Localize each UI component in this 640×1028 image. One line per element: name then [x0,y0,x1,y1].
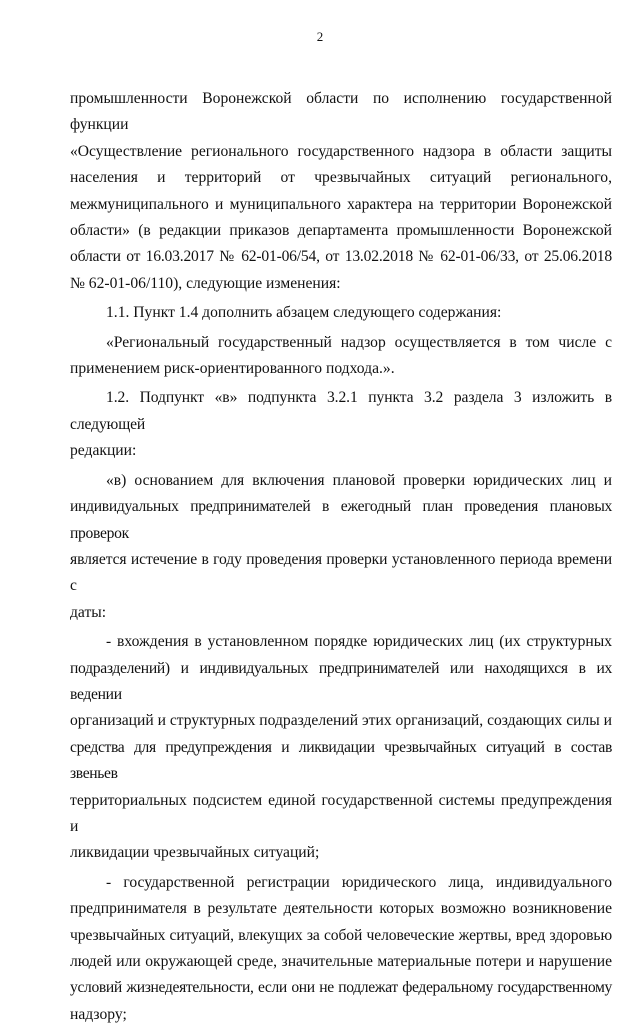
paragraph-quote [70,330,612,383]
text-line: средства для предупреждения и ликвидации чрезвычайных ситуаций в состав звеньев [70,738,612,783]
text-line: 1.2. Подпункт «в» подпункта 3.2.1 пункта 3.2 раздела 3 изложить в следующей [70,389,612,433]
text-line: чрезвычайных ситуаций, влекущих за собой человеческие жертвы, вред здоровью [70,926,612,944]
paragraph-item-1-1: 1.1. Пункт 1.4 дополнить абзацем следующего содержания: [106,304,502,322]
text-line: - вхождения в установленном порядке юридических лиц (их структурных [106,633,612,651]
text-line: организаций и структурных подразделений этих организаций, создающих силы и [70,712,612,730]
text-line: редакции: [70,442,137,460]
text-line: населения и территорий от чрезвычайных ситуаций регионального, [70,169,612,187]
text-line: - государственной регистрации юридического лица, индивидуального [106,873,612,891]
text-line: является истечение в году проведения проверки установленного периода времени с [70,550,612,595]
paragraph-dash-1 [70,629,612,867]
text-line: условий жизнедеятельности, если они не подлежат федеральному государственному [70,979,612,997]
paragraph-continuation [70,86,612,297]
text-line: промышленности Воронежской области по исполнению государственной функции [70,90,612,134]
text-line: людей или окружающей среде, значительные материальные потери и нарушение [70,953,612,970]
text-line: даты: [70,603,107,621]
text-line: индивидуальных предпринимателей в ежегодный план проведения плановых проверок [70,498,612,542]
text-line: «Осуществление регионального государственного надзора в области защиты [70,142,612,160]
text-line: № 62-01-06/110), следующие изменения: [70,274,341,292]
text-line: надзору; [70,1005,127,1023]
text-line: территориальных подсистем единой государственной системы предупреждения и [70,791,612,835]
paragraph-item-1-2 [70,385,612,464]
page-number: 2 [316,29,324,44]
paragraph-subitem-v [70,468,612,626]
text-line: области» (в редакции приказов департамента промышленности Воронежской [70,222,612,240]
document-body [70,86,612,1028]
text-line: ликвидации чрезвычайных ситуаций; [70,844,320,862]
text-line: межмуниципального и муниципального характера на территории Воронежской [70,195,612,213]
text-line: «Региональный государственный надзор осуществляется в том числе с [106,333,612,351]
text-line: применением риск-ориентированного подхода.». [70,360,395,378]
paragraph-dash-2 [70,870,612,1028]
text-line: подразделений) и индивидуальных предпринимателей или находящихся в их ведении [70,659,612,703]
text-line: области от 16.03.2017 № 62-01-06/54, от 13.02.2018 № 62-01-06/33, от 25.06.2018 [70,248,612,266]
text-line: «в) основанием для включения плановой проверки юридических лиц и [106,471,612,489]
text-line: предпринимателя в результате деятельности которых возможно возникновение [70,900,612,918]
